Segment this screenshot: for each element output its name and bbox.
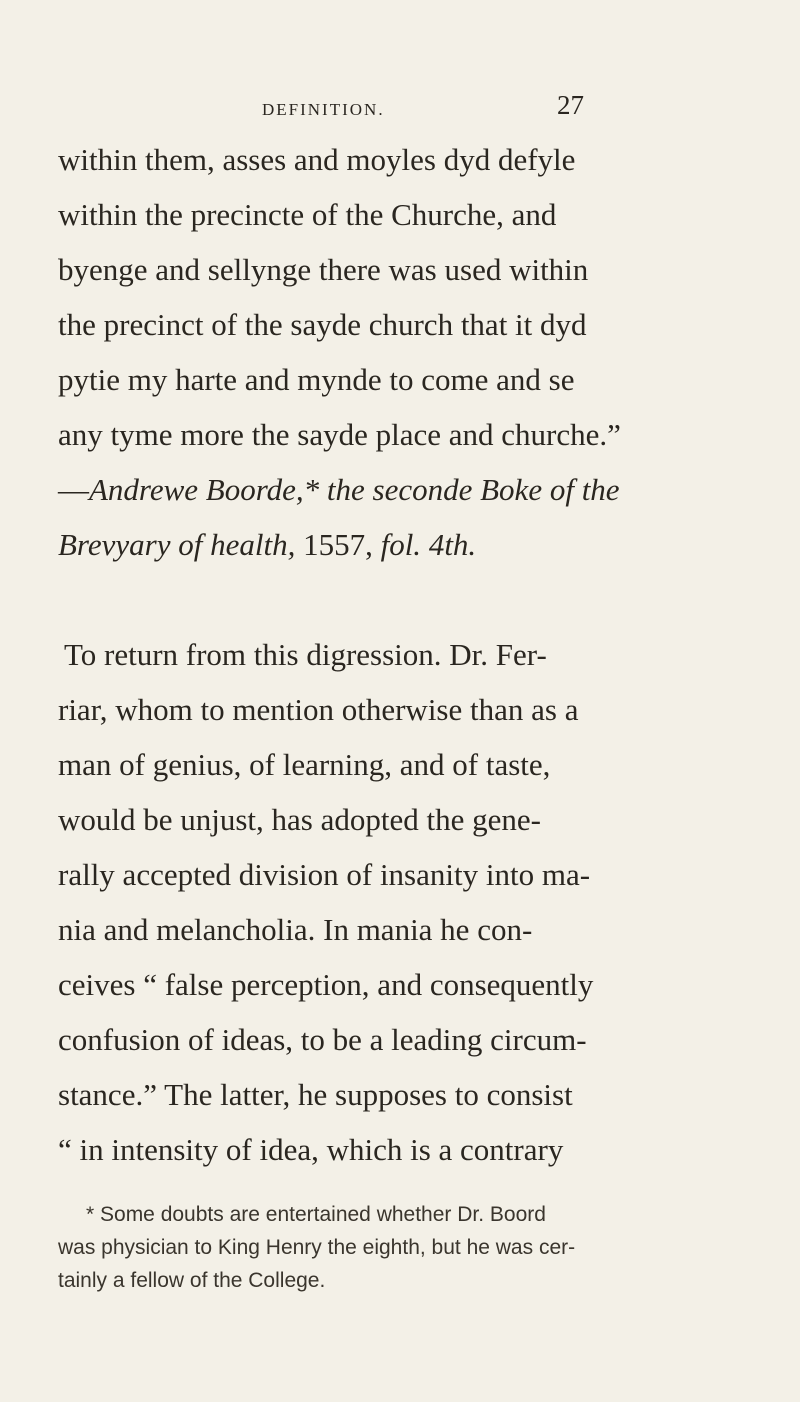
citation-dash: —	[58, 472, 89, 507]
running-head: DEFINITION.	[262, 100, 385, 119]
citation-year: 1557,	[303, 527, 373, 562]
text-line: byenge and sellynge there was used within	[58, 252, 589, 287]
citation-health: health,	[210, 527, 296, 562]
citation-title: the seconde Boke of the	[326, 472, 620, 507]
text-line: nia and melancholia. In mania he con-	[58, 912, 533, 947]
citation-title-cont: Brevyary	[58, 527, 171, 562]
text-line: within the precincte of the Churche, and	[58, 197, 557, 232]
text-line: stance.” The latter, he supposes to consist	[58, 1077, 573, 1112]
citation-fol-number: 4th.	[428, 527, 477, 562]
text-line: the precinct of the sayde church that it dyd	[58, 307, 587, 342]
footnote-line: was physician to King Henry the eighth, but he was cer-	[58, 1236, 576, 1259]
footnote-line: * Some doubts are entertained whether Dr. Boord	[86, 1203, 546, 1226]
citation-of: of	[178, 527, 203, 562]
citation-line	[58, 525, 758, 565]
page-header	[0, 90, 800, 130]
text-line: man of genius, of learning, and of taste,	[58, 747, 551, 782]
text-line: would be unjust, has adopted the gene-	[58, 802, 541, 837]
text-line: any tyme more the sayde place and churche.”	[58, 417, 621, 452]
text-line: riar, whom to mention otherwise than as a	[58, 692, 579, 727]
text-line: confusion of ideas, to be a leading circum-	[58, 1022, 587, 1057]
citation-line	[58, 470, 758, 510]
text-line: To return from this digression. Dr. Fer-	[64, 637, 547, 672]
citation-fol: fol.	[380, 527, 422, 562]
text-line: “ in intensity of idea, which is a contrary	[58, 1132, 564, 1167]
text-line: rally accepted division of insanity into ma-	[58, 857, 591, 892]
text-line: ceives “ false perception, and consequently	[58, 967, 594, 1002]
text-line: pytie my harte and mynde to come and se	[58, 362, 575, 397]
footnote-line: tainly a fellow of the College.	[58, 1269, 326, 1292]
citation-author: Andrewe Boorde,*	[89, 472, 320, 507]
page-number: 27	[557, 90, 584, 120]
text-line: within them, asses and moyles dyd defyle	[58, 142, 576, 177]
